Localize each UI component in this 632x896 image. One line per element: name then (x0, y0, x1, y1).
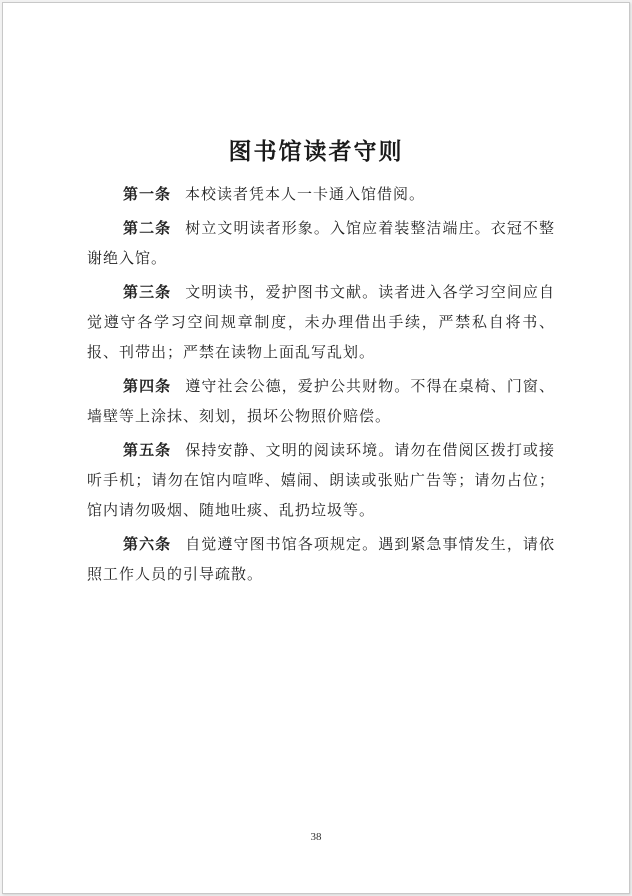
article-text: 保持安静、文明的阅读环境。请勿在借阅区拨打或接听手机；请勿在馆内喧哗、嬉闹、朗读或张贴广告等；请勿占位；馆内请勿吸烟、随地吐痰、乱扔垃圾等。 (87, 441, 555, 519)
page-number: 38 (310, 831, 322, 843)
document-page (2, 2, 630, 894)
article-5 (87, 435, 555, 525)
document-title: 图书馆读者守则 (228, 138, 404, 165)
article-text: 遵守社会公德，爱护公共财物。不得在桌椅、门窗、墙壁等上涂抹、刻划，损坏公物照价赔偿。 (87, 377, 555, 425)
article-label: 第三条 (123, 283, 172, 301)
article-label: 第二条 (123, 219, 172, 237)
article-label: 第六条 (123, 535, 172, 553)
article-4 (87, 371, 555, 431)
article-text: 树立文明读者形象。入馆应着装整洁端庄。衣冠不整谢绝入馆。 (87, 219, 555, 267)
article-text: 文明读书，爱护图书文献。读者进入各学习空间应自觉遵守各学习空间规章制度，未办理借出手续，严禁私自将书、报、刊带出；严禁在读物上面乱写乱划。 (87, 283, 555, 361)
article-text: 本校读者凭本人一卡通入馆借阅。 (185, 185, 426, 203)
article-1 (87, 179, 555, 209)
article-label: 第五条 (123, 441, 172, 459)
article-text: 自觉遵守图书馆各项规定。遇到紧急事情发生，请依照工作人员的引导疏散。 (87, 535, 555, 583)
article-6 (87, 529, 555, 589)
rules-body (87, 179, 555, 593)
article-label: 第四条 (123, 377, 172, 395)
article-label: 第一条 (123, 185, 172, 203)
article-3 (87, 277, 555, 367)
article-2 (87, 213, 555, 273)
